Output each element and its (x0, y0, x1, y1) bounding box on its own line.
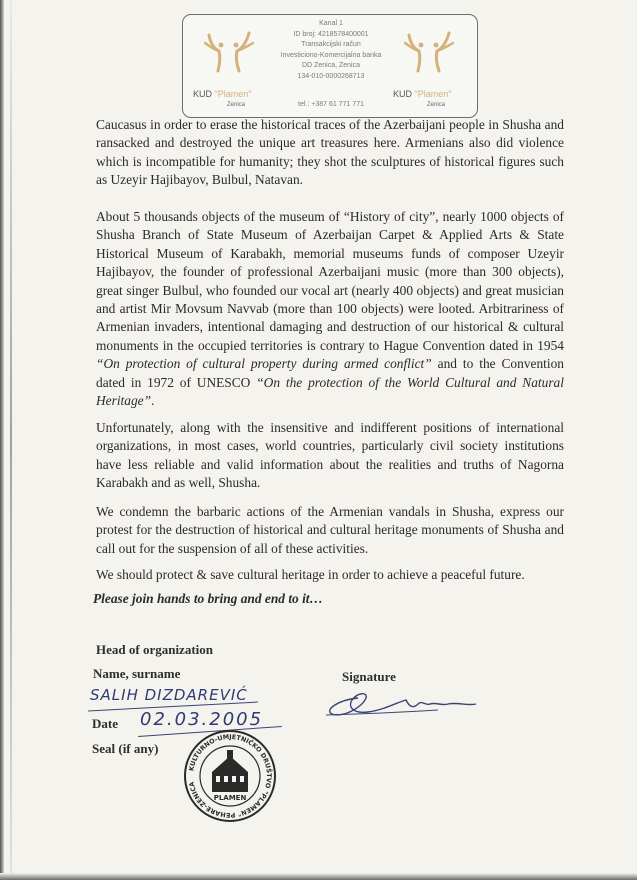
stamp-line: ID broj: 4218578400001 (293, 30, 369, 38)
scan-artifact-line (10, 0, 12, 880)
seal-ring-text: KULTURNO-UMJETNIČKO DRUŠTVO "PLAMEN" PEHARE-ZENICA (187, 732, 274, 820)
seal-label: Seal (if any) (92, 741, 159, 756)
date-handwritten: 02.03.2005 (140, 709, 264, 730)
header-stamp (182, 14, 478, 118)
dancers-logo-icon (399, 27, 459, 87)
date-label: Date (92, 716, 118, 731)
logo-left-name: KUD "Plamen" (193, 89, 252, 99)
paragraph-2: About 5 thousands objects of the museum of “History of city”, nearly 1000 objects of Shusha Branch of State Museum of Azerbaijan Carpet & Applied Arts & State Historical Museum of Karabakh, memorial museums funds of composer Uzeyir Hajibayov, the founder of professional Azerbaijani music (more than 300 objects), great singer Bulbul, who founded our vocal art (nearly 400 objects) and great musician and artist Mir Movsum Navvab (more than 100 objects) were looted. Arbitrariness of Armenian invaders, intentional damaging and destruction of our historical & cultural monuments in the occupied territories is contrary to Hague Convention dated in 1954 “On protection of cultural property during armed conflict” and to the Convention dated in 1972 of UNESCO “On the protection of the World Cultural and Natural Heritage”. (96, 209, 564, 409)
signature-label: Signature (342, 669, 396, 684)
head-of-organization-label: Head of organization (96, 642, 213, 657)
paragraph-1: Caucasus in order to erase the historical traces of the Azerbaijani people in Shusha and ransacked and destroyed the unique art treasures here. Armenians also did violence which is incompatible for humanity; they shot the sculptures of historical figures such as Uzeyir Hajibayov, Bulbul, Natavan. (96, 117, 564, 188)
stamp-line: Kanal 1 (319, 20, 343, 27)
signature-scribble (318, 684, 488, 724)
logo-left (193, 27, 265, 111)
logo-right (393, 27, 465, 111)
paragraph-4: We condemn the barbaric actions of the Armenian vandals in Shusha, express our protest for the destruction of historical and cultural heritage monuments of Shusha and call out for the suspension of all of these activities. (96, 504, 564, 556)
logo-right-city: Zenica (427, 102, 446, 108)
paragraph-3: Unfortunately, along with the insensitive and indifferent positions of international organizations, in most cases, world countries, particularly civil society institutions have less reliable and valid information about the realities and truths of Nagorna Karabakh and as well, Shusha. (96, 420, 564, 491)
stamp-line: DD Zenica, Zenica (302, 62, 360, 69)
stamp-line: 134-010-0000268713 (297, 72, 365, 80)
stamp-line: Investiciono-Komercijalna banka (280, 51, 382, 59)
name-surname-label: Name, surname (93, 666, 181, 681)
logo-right-name: KUD "Plamen" (393, 89, 452, 99)
building-seal-icon (212, 750, 248, 792)
dancers-logo-icon (199, 27, 259, 87)
logo-left-city: Zenica (227, 102, 246, 108)
scan-edge-bottom (0, 873, 637, 880)
scan-edge-left (0, 0, 4, 880)
seal-center-text: PLAMEN (213, 794, 247, 802)
stamp-line: Transakcijski račun (301, 41, 361, 48)
name-handwritten: SALIH DIZDAREVIĆ (90, 686, 248, 704)
call-to-action: Please join hands to bring and end to it… (93, 591, 323, 606)
paragraph-5: We should protect & save cultural heritage in order to achieve a peaceful future. (96, 567, 525, 582)
stamp-details (265, 19, 397, 82)
organization-seal (182, 728, 278, 824)
stamp-tel: tel.: +387 61 771 771 (298, 101, 364, 108)
